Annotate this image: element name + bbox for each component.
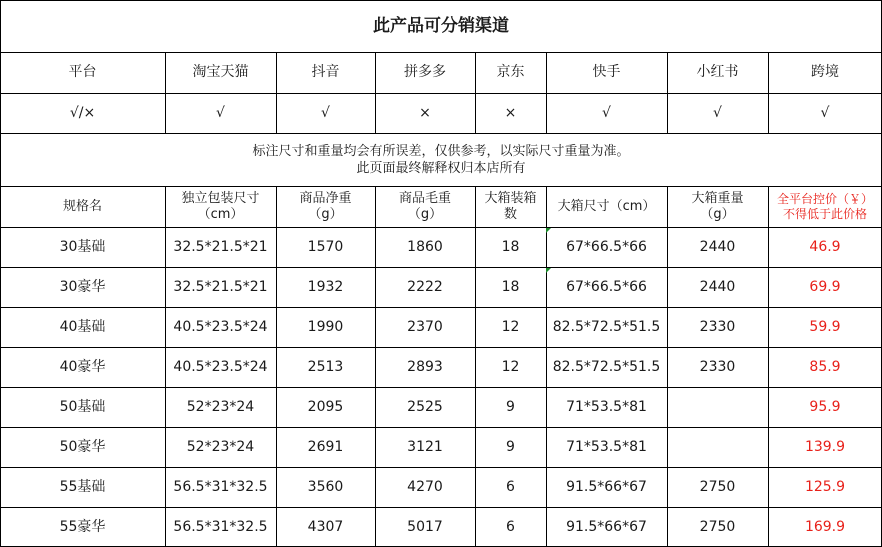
cell-box-weight: 2440 [699, 278, 736, 295]
title-row [0, 0, 882, 52]
cell-package-size: 40.5*23.5*24 [173, 318, 268, 335]
cell-box-weight: 2330 [699, 318, 736, 335]
header-net-weight [276, 187, 375, 227]
header-price-control [768, 187, 882, 227]
table-row [0, 427, 882, 467]
channel-header-crossborder: 跨境 [811, 64, 839, 81]
cell-box-size: 71*53.5*81 [566, 438, 647, 455]
disclaimer-note [0, 134, 882, 186]
header-gross-weight [375, 187, 475, 227]
header-box-weight-line1: 大箱重量 [691, 191, 744, 206]
cell-spec-name: 30基础 [59, 238, 106, 255]
header-package-size [165, 187, 276, 227]
channel-value-crossborder: √ [820, 104, 830, 121]
table-row [0, 387, 882, 427]
cell-box-count: 9 [506, 398, 515, 415]
cell-box-weight [667, 388, 768, 427]
cell-net-weight: 4307 [307, 518, 344, 535]
header-box-weight-line2: （g） [700, 207, 735, 222]
channel-value-platform: √/× [69, 104, 96, 121]
cell-box-size: 67*66.5*66 [566, 278, 647, 295]
cell-box-weight: 2440 [699, 238, 736, 255]
header-gross-weight-line1: 商品毛重 [398, 191, 451, 206]
cell-net-weight: 2095 [307, 398, 344, 415]
cell-package-size: 32.5*21.5*21 [173, 278, 268, 295]
cell-net-weight: 2691 [307, 438, 344, 455]
cell-spec-name: 40基础 [59, 318, 106, 335]
cell-net-weight: 1932 [307, 278, 344, 295]
cell-gross-weight: 2222 [407, 278, 443, 295]
channel-header-pinduoduo: 拼多多 [404, 64, 446, 81]
cell-package-size: 52*23*24 [186, 438, 255, 455]
cell-gross-weight: 1860 [407, 238, 443, 255]
header-spec-name [0, 187, 165, 227]
cell-box-size: 67*66.5*66 [566, 238, 647, 255]
channel-header-jd: 京东 [496, 64, 525, 81]
cell-gross-weight: 2893 [407, 358, 443, 375]
disclaimer-line-1: 标注尺寸和重量均会有所误差，仅供参考，以实际尺寸重量为准。 [252, 144, 630, 159]
channel-header-xiaohongshu: 小红书 [696, 64, 739, 81]
cell-box-size: 82.5*72.5*51.5 [552, 358, 661, 375]
channel-value-row [0, 93, 882, 133]
cell-gross-weight: 2525 [407, 398, 443, 415]
cell-price: 85.9 [809, 358, 841, 375]
cell-marker-icon [546, 268, 551, 273]
cell-box-count: 12 [501, 318, 520, 335]
channel-value-jd: × [504, 104, 517, 121]
cell-box-size: 82.5*72.5*51.5 [552, 318, 661, 335]
cell-box-size: 91.5*66*67 [566, 518, 647, 535]
cell-net-weight: 1990 [307, 318, 344, 335]
header-price-line2: 不得低于此价格 [782, 207, 867, 221]
cell-price: 169.9 [804, 518, 846, 535]
cell-gross-weight: 2370 [407, 318, 443, 335]
cell-box-weight: 2750 [699, 478, 736, 495]
header-box-size [546, 187, 667, 227]
sheet-title: 此产品可分销渠道 [373, 15, 509, 36]
disclaimer-row [0, 133, 882, 186]
cell-marker-icon [546, 228, 551, 233]
cell-package-size: 52*23*24 [186, 398, 255, 415]
cell-box-size: 71*53.5*81 [566, 398, 647, 415]
cell-package-size: 56.5*31*32.5 [173, 518, 268, 535]
cell-box-count: 6 [506, 478, 515, 495]
cell-spec-name: 40豪华 [59, 358, 106, 375]
channel-header-douyin: 抖音 [311, 64, 340, 81]
header-package-size-line1: 独立包装尺寸 [181, 191, 260, 206]
cell-net-weight: 1570 [307, 238, 344, 255]
header-package-size-line2: （cm） [197, 207, 244, 222]
header-price-line1: 全平台控价（￥） [776, 192, 873, 206]
spec-header-row [0, 186, 882, 227]
cell-box-count: 6 [506, 518, 515, 535]
channel-header-kuaishou: 快手 [592, 64, 621, 81]
table-row [0, 507, 882, 547]
header-box-count-line1: 大箱装箱 [484, 191, 537, 206]
header-box-count [475, 187, 546, 227]
cell-spec-name: 55基础 [59, 478, 106, 495]
channel-header-row [0, 52, 882, 93]
cell-box-count: 9 [506, 438, 515, 455]
table-row [0, 267, 882, 307]
cell-gross-weight: 3121 [407, 438, 443, 455]
cell-box-count: 12 [501, 358, 520, 375]
channel-value-pinduoduo: × [419, 104, 431, 121]
cell-box-count: 18 [501, 278, 520, 295]
channel-header-platform: 平台 [68, 64, 97, 81]
channel-value-xiaohongshu: √ [713, 104, 722, 121]
table-row [0, 467, 882, 507]
table-row [0, 347, 882, 387]
disclaimer-line-2: 此页面最终解释权归本店所有 [356, 161, 526, 176]
header-box-size-label: 大箱尺寸（cm） [557, 199, 656, 214]
cell-spec-name: 55豪华 [59, 518, 106, 535]
cell-gross-weight: 4270 [407, 478, 443, 495]
cell-gross-weight: 5017 [407, 518, 443, 535]
cell-price: 46.9 [809, 238, 841, 255]
header-box-count-line2: 数 [503, 207, 517, 222]
cell-box-weight: 2750 [699, 518, 736, 535]
header-spec-name-label: 规格名 [62, 199, 102, 214]
cell-box-weight [667, 428, 768, 467]
channel-header-taobao: 淘宝天猫 [192, 64, 249, 81]
cell-package-size: 40.5*23.5*24 [173, 358, 268, 375]
cell-spec-name: 50豪华 [59, 438, 106, 455]
cell-package-size: 32.5*21.5*21 [173, 238, 268, 255]
header-net-weight-line2: （g） [308, 207, 343, 222]
cell-box-count: 18 [501, 238, 520, 255]
cell-price: 125.9 [804, 478, 846, 495]
header-box-weight [667, 187, 768, 227]
cell-price: 69.9 [809, 278, 841, 295]
cell-spec-name: 50基础 [59, 398, 106, 415]
channel-value-kuaishou: √ [602, 104, 611, 121]
table-row [0, 307, 882, 347]
cell-spec-name: 30豪华 [59, 278, 106, 295]
header-net-weight-line1: 商品净重 [299, 191, 352, 206]
header-gross-weight-line2: （g） [407, 207, 443, 222]
cell-package-size: 56.5*31*32.5 [173, 478, 268, 495]
cell-box-size: 91.5*66*67 [566, 478, 647, 495]
channel-value-taobao: √ [216, 104, 225, 121]
cell-net-weight: 3560 [307, 478, 344, 495]
cell-net-weight: 2513 [307, 358, 344, 375]
cell-price: 139.9 [804, 438, 846, 455]
cell-price: 59.9 [809, 318, 841, 335]
table-row [0, 227, 882, 267]
channel-value-douyin: √ [321, 104, 330, 121]
cell-box-weight: 2330 [699, 358, 736, 375]
cell-price: 95.9 [809, 398, 841, 415]
